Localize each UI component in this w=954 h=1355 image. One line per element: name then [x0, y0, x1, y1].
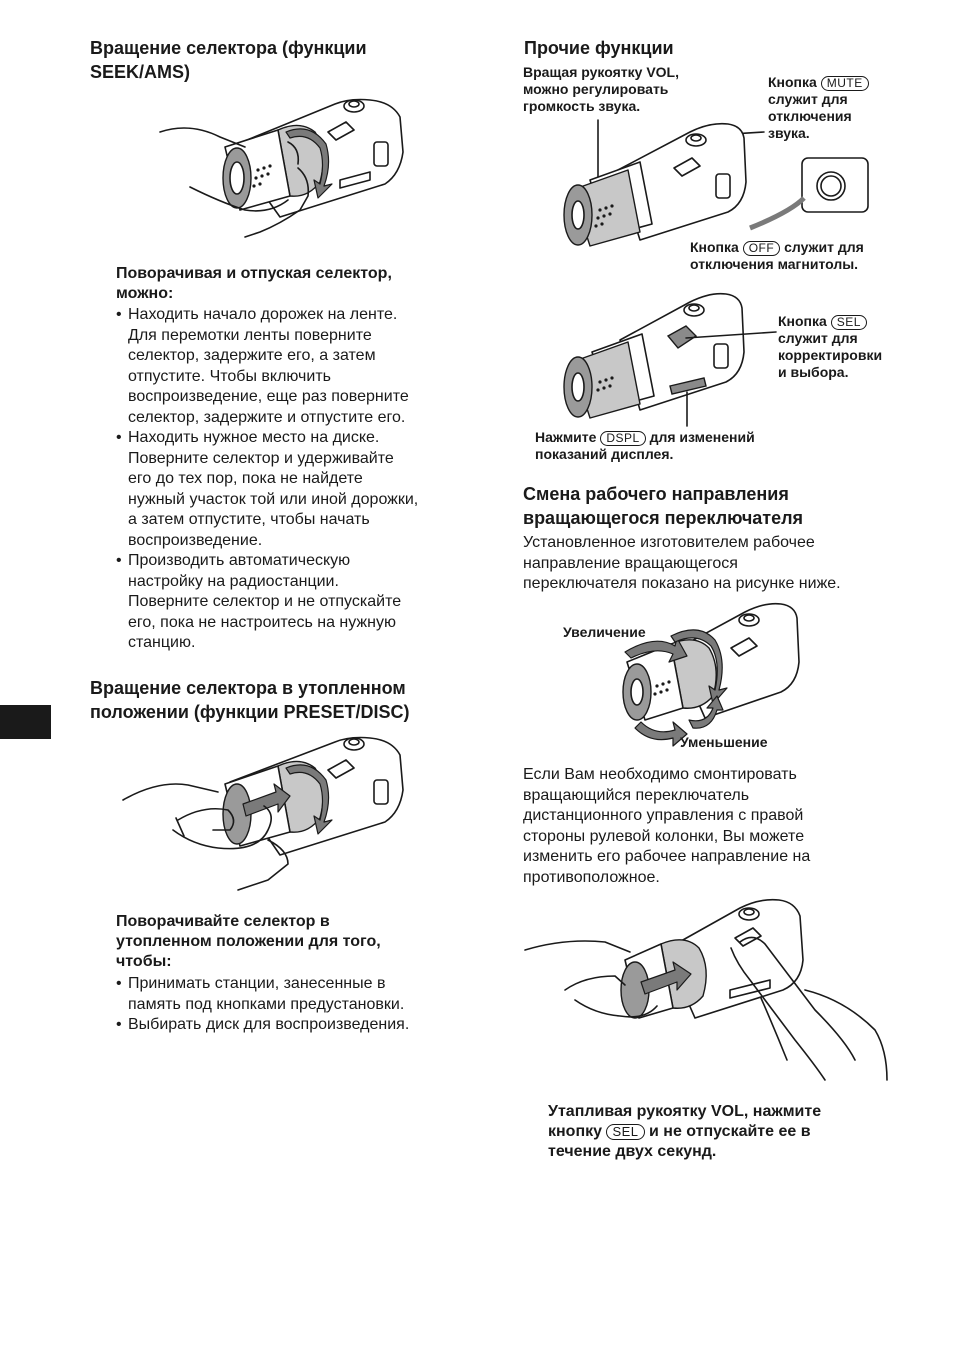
caption-line: отключения	[768, 108, 852, 124]
lead-text: кнопку	[548, 1123, 603, 1140]
text-line: вращающийся переключатель	[523, 786, 750, 804]
text-line: станцию.	[128, 634, 196, 651]
illustration-rotation-direction	[615, 600, 805, 750]
sel-caption	[778, 313, 948, 381]
text-line: изменить его рабочее направление на	[523, 848, 811, 865]
final-instruction	[548, 1102, 908, 1162]
list-item	[116, 1015, 496, 1036]
off-key-label: OFF	[743, 241, 781, 256]
text-line: направление вращающегося	[523, 554, 738, 572]
preset-disc-bullet-list	[116, 974, 496, 1036]
heading-line: положении (функции PRESET/DISC)	[90, 702, 410, 722]
text-line: воспроизведение, еще раз поверните	[128, 388, 409, 405]
lead-line: чтобы:	[116, 953, 172, 970]
text-line: Если Вам необходимо смонтировать	[523, 766, 797, 783]
text-line: селектор, задержите и отпустите его.	[128, 408, 406, 426]
text-line: дистанционного управления с правой	[523, 807, 804, 824]
caption-text: Кнопка	[690, 239, 739, 255]
lead-line: Поворачивайте селектор в	[116, 913, 330, 930]
sel-key-label: SEL	[606, 1124, 644, 1140]
text-line: Для перемотки ленты поверните	[128, 326, 372, 344]
text-line: воспроизведение.	[128, 531, 263, 549]
text-line: отпустите. Чтобы включить	[128, 367, 331, 385]
illustration-sel-dspl	[550, 290, 780, 430]
caption-line: Вращая рукоятку VOL,	[523, 64, 679, 80]
caption-line: служит для	[768, 91, 848, 107]
vol-caption	[523, 64, 763, 115]
page-edge-tab	[0, 705, 51, 739]
section-seek-ams-lead	[116, 264, 496, 304]
lead-line: можно:	[116, 285, 174, 302]
dspl-key-label: DSPL	[600, 431, 645, 446]
text-line: • Принимать станции, занесенные в	[128, 975, 386, 992]
text-line: а затем отпустите, чтобы начать	[128, 511, 370, 528]
lead-text: и не отпускайте ее в	[649, 1123, 811, 1140]
text-line: • Производить автоматическую	[128, 552, 351, 569]
caption-text: Нажмите	[535, 429, 597, 445]
direction-paragraph-1	[523, 533, 923, 595]
caption-line: корректировки	[778, 347, 883, 363]
lead-line: течение двух секунд.	[548, 1143, 717, 1160]
section-other-title: Прочие функции	[524, 38, 674, 58]
heading-line: Смена рабочего направления	[523, 484, 789, 504]
list-item	[116, 974, 496, 1015]
text-line: переключателя показано на рисунке ниже.	[523, 575, 841, 592]
list-item	[116, 305, 496, 428]
section-direction-title	[523, 482, 923, 530]
off-caption	[690, 239, 950, 273]
illustration-seek-ams	[150, 92, 410, 242]
text-line: противоположное.	[523, 868, 660, 886]
caption-line: служит для	[778, 330, 858, 346]
illustration-other-functions	[550, 112, 880, 252]
sel-key-label: SEL	[831, 315, 867, 330]
text-line: настройку на радиостанции.	[128, 572, 339, 590]
caption-text: служит для	[784, 239, 864, 255]
decrease-label: Уменьшение	[680, 734, 768, 750]
list-item	[116, 428, 496, 551]
caption-text: Кнопка	[768, 74, 817, 90]
mute-key-label: MUTE	[821, 76, 869, 91]
caption-line: звука.	[768, 125, 810, 141]
dspl-caption	[535, 429, 835, 463]
text-line: • Находить нужное место на диске.	[128, 429, 380, 446]
caption-text: для изменений	[649, 429, 755, 445]
section-seek-ams-title	[90, 36, 490, 84]
caption-line	[535, 429, 835, 446]
caption-line: громкость звука.	[523, 98, 641, 114]
caption-text: Кнопка	[778, 313, 827, 329]
illustration-press-sel	[525, 890, 895, 1080]
heading-line: Вращение селектора (функции	[90, 38, 367, 58]
text-line: селектор, задержите его, а затем	[128, 347, 376, 364]
direction-paragraph-2	[523, 765, 923, 888]
caption-line	[778, 313, 948, 330]
text-line: • Находить начало дорожек на ленте.	[128, 306, 398, 323]
section-preset-disc-title	[90, 676, 490, 724]
text-line: память под кнопками предустановки.	[128, 995, 405, 1013]
caption-line	[690, 239, 950, 256]
text-line: Поверните селектор и удерживайте	[128, 449, 394, 467]
heading-line: вращающегося переключателя	[523, 508, 804, 528]
text-line: нужный участок той или иной дорожки,	[128, 490, 419, 508]
heading-line: Вращение селектора в утопленном	[90, 678, 406, 698]
text-line: его до тех пор, пока не найдете	[128, 470, 363, 487]
caption-line: можно регулировать	[523, 81, 669, 97]
text-line: Поверните селектор и не отпускайте	[128, 593, 402, 610]
lead-line	[548, 1122, 908, 1142]
text-line: его, пока не настроитесь на нужную	[128, 613, 396, 631]
lead-line: Поворачивая и отпуская селектор,	[116, 265, 392, 282]
caption-line: показаний дисплея.	[535, 446, 674, 462]
lead-line: Утапливая рукоятку VOL, нажмите	[548, 1103, 822, 1120]
list-item	[116, 551, 496, 654]
section-preset-disc-lead	[116, 912, 496, 972]
seek-ams-bullet-list	[116, 305, 496, 654]
caption-line: отключения магнитолы.	[690, 256, 859, 272]
text-line: стороны рулевой колонки, Вы можете	[523, 827, 805, 845]
text-line: Установленное изготовителем рабочее	[523, 534, 815, 551]
lead-line: утопленном положении для того,	[116, 933, 381, 950]
caption-line	[768, 74, 948, 91]
heading-line: SEEK/AMS)	[90, 62, 191, 82]
text-line: • Выбирать диск для воспроизведения.	[128, 1016, 410, 1033]
caption-line: и выбора.	[778, 364, 849, 380]
increase-label: Увеличение	[563, 624, 646, 640]
illustration-preset-disc	[118, 730, 408, 890]
